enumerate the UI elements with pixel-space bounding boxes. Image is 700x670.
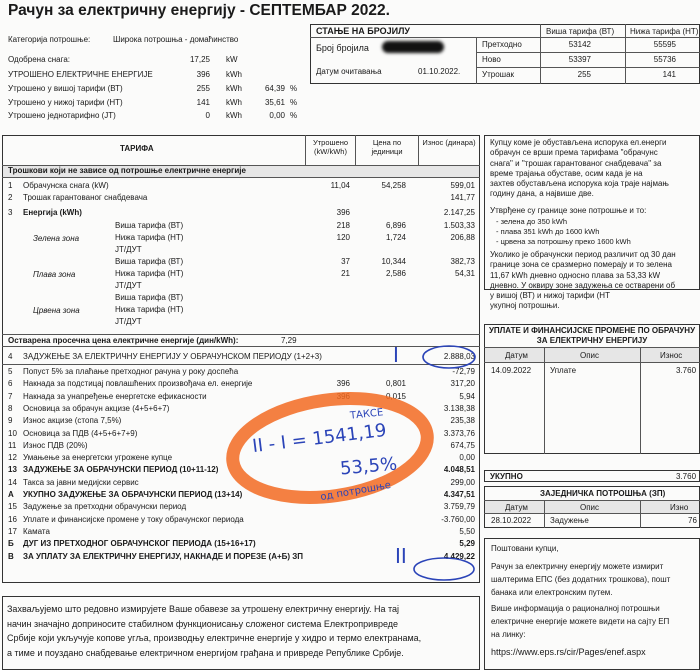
lower-row-qty: 396: [336, 379, 350, 389]
tariff-row-number: 1: [8, 181, 13, 190]
zone-line-label: ЈТ/ДУТ: [115, 317, 142, 326]
lower-row-label: Уплате и финансијске промене у току обрачунског периода: [23, 514, 244, 524]
zp-col-amount: Изно: [670, 503, 689, 512]
zone-line-price: 2,586: [385, 269, 406, 278]
tariff-row-qty: 396: [336, 208, 350, 217]
meter-row-vt: 53397: [568, 55, 591, 64]
lower-row-number: 17: [8, 526, 17, 536]
zone-name: Плава зона: [33, 270, 76, 279]
lower-row-amount: 3.373,76: [443, 428, 475, 438]
info-line: обрачун се врши према тарифама "обрачунс: [490, 148, 658, 158]
thanks-line: Србије који укључује копове угља, производњу електричне енергије у хидро и термо електранама,: [7, 633, 422, 643]
tariff-row-amount: 2.147,25: [443, 208, 475, 217]
zp-row-desc: Задужење: [550, 516, 589, 525]
info-line: у вишој (ВТ) и нижој тарифи (НТ: [490, 291, 610, 301]
nt-pct: 35,61: [264, 98, 285, 107]
lower-row-label: УКУПНО ЗАДУЖЕЊЕ ЗА ОБРАЧУНСКИ ПЕРИОД (13+14): [23, 490, 243, 499]
tariff-row-price: 54,258: [381, 181, 406, 190]
lower-row-number: 14: [8, 477, 17, 487]
lower-row-qty: 396: [336, 391, 350, 401]
lower-row-label: Попуст 5% за плаћање претходног рачуна у року доспећа: [23, 367, 239, 376]
col-iznos: Износ (динара): [422, 138, 476, 147]
lower-row-number: 15: [8, 502, 17, 512]
consumed-unit: kWh: [226, 70, 242, 79]
info-line: време трајања обуставе, осим када је на: [490, 168, 643, 178]
row4-label: ЗАДУЖЕЊЕ ЗА ЕЛЕКТРИЧНУ ЕНЕРГИЈУ У ОБРАЧУНСКОМ ПЕРИОДУ (1+2+3): [23, 352, 322, 361]
footer-line: на линку:: [491, 630, 526, 639]
vt-unit: kWh: [226, 84, 242, 93]
category-label: Категорија потрошње:: [8, 35, 91, 44]
consumed-value: 396: [196, 70, 210, 79]
meter-row-label: Претходно: [482, 40, 522, 49]
ink-percent: 53,5%: [339, 453, 398, 480]
vt-pct: 64,39: [264, 84, 285, 93]
zone-line-label: Нижа тарифа (НТ): [115, 305, 184, 314]
lower-row-amount: -3.760,00: [441, 514, 475, 524]
lower-row-number: 6: [8, 379, 13, 389]
lower-row-label: Накнада за унапређење енергетске ефикасности: [23, 391, 207, 401]
lower-row-amount: 4.347,51: [443, 490, 475, 499]
ink-mark-one: I: [393, 343, 399, 367]
lower-row-price: 0,015: [385, 391, 406, 401]
category-value: Широка потрошња - домаћинство: [113, 35, 239, 44]
zone-line-label: Виша тарифа (ВТ): [115, 257, 184, 266]
vt-pct-unit: %: [290, 84, 298, 93]
tariff-row-amount: 599,01: [450, 181, 475, 190]
lower-row-amount: 299,00: [450, 477, 475, 487]
power-unit: kW: [226, 55, 238, 64]
lower-row-number: A: [8, 490, 14, 499]
lower-row-label: Камата: [23, 526, 50, 536]
zp-title: ЗАЈЕДНИЧКА ПОТРОШЊА (ЗП): [540, 489, 666, 498]
lower-row-amount: 5,50: [459, 526, 475, 536]
info-line: границе зона се сразмерно померају и то зелена: [490, 260, 672, 270]
eps-link[interactable]: https://www.eps.rs/cir/Pages/enef.aspx: [491, 647, 646, 657]
lower-row-amount: 5,29: [459, 539, 475, 549]
col-tarifa: ТАРИФА: [120, 144, 154, 153]
row4-amount: 2.888,03: [443, 352, 475, 361]
zone-name: Црвена зона: [33, 306, 80, 315]
tariff-row-number: 3: [8, 208, 13, 217]
meter-date-value: 01.10.2022.: [418, 67, 461, 76]
zone-line-amount: 1.503,33: [443, 221, 475, 230]
lower-row-amount: 4.048,51: [443, 465, 475, 475]
nt-value: 141: [196, 98, 210, 107]
zp-row-amount: 76: [688, 516, 697, 525]
info-line: Уколико је обрачунски период различит од 30 дан: [490, 250, 676, 259]
pay-col-desc: Опис: [580, 351, 600, 360]
vt-value: 255: [196, 84, 210, 93]
lower-row-number: 11: [8, 440, 17, 450]
lower-row-amount: 0,00: [459, 453, 475, 463]
zone-line-label: Виша тарифа (ВТ): [115, 221, 184, 230]
zone-line-label: Виша тарифа (ВТ): [115, 293, 184, 302]
lower-row-number: 13: [8, 465, 17, 475]
lower-row-label: ДУГ ИЗ ПРЕТХОДНОГ ОБРАЧУНСКОГ ПЕРИОДА (15+16+17): [23, 539, 256, 549]
zone-line-qty: 21: [341, 269, 350, 278]
jt-pct: 0,00: [269, 111, 285, 120]
lower-row-label: ЗАДУЖЕЊЕ ЗА ОБРАЧУНСКИ ПЕРИОД (10+11-12): [23, 465, 219, 475]
thanks-line: Захваљујемо што редовно измирујете Ваше обавезе за утрошену електричну енергију. На тај: [7, 604, 399, 614]
meter-row-label: Утрошак: [482, 70, 515, 79]
meter-row-vt: 255: [577, 70, 591, 79]
meter-row-label: Ново: [482, 55, 501, 64]
lower-row-label: Задужење за претходни обрачунски период: [23, 502, 187, 512]
footer-line: Поштовани купци,: [491, 544, 559, 553]
lower-row-number: 8: [8, 403, 13, 413]
jt-label: Утрошено једнотарифно (ЈТ): [8, 111, 116, 120]
col-cena: Цена по јединици: [371, 138, 403, 156]
zone-limit-line: - зелена до 350 kWh: [496, 217, 568, 226]
lower-row-amount: 5,94: [459, 391, 475, 401]
section-title: Трошкови који не зависе од потрошње електричне енергије: [3, 166, 479, 177]
bill-title: Рачун за електричну енергију - СЕПТЕМБАР 2022.: [8, 2, 390, 19]
nt-pct-unit: %: [290, 98, 298, 107]
footer-line: шалтерима ЕПС (без додатних трошкова), пошт: [491, 575, 671, 584]
jt-unit: kWh: [226, 111, 242, 120]
lower-row-number: 10: [8, 428, 17, 438]
lower-row-label: Основица за обрачун акцизе (4+5+6+7): [23, 403, 170, 413]
avg-price-value: 7,29: [281, 336, 297, 345]
footer-line: електричне енергије можете видети на сајту ЕП: [491, 617, 670, 626]
ink-mark-two: II: [395, 544, 407, 568]
meter-col-vt: Виша тарифа (ВТ): [546, 27, 615, 36]
info-line: снага" и "трошак гарантованог снабдевача" за: [490, 158, 662, 168]
power-value: 17,25: [189, 55, 210, 64]
zp-col-date: Датум: [505, 503, 528, 512]
lower-row-amount: 235,38: [450, 416, 475, 426]
lower-row-number: Б: [8, 539, 14, 549]
info-line: годину дана, а највише две.: [490, 189, 594, 199]
meter-col-nt: Нижа тарифа (НТ): [630, 27, 699, 36]
zone-name: Зелена зона: [33, 234, 80, 243]
lower-row-number: В: [8, 551, 14, 561]
zone-line-label: Нижа тарифа (НТ): [115, 269, 184, 278]
jt-pct-unit: %: [290, 111, 298, 120]
meter-row-nt: 141: [662, 70, 676, 79]
zone-line-qty: 120: [336, 233, 350, 242]
consumed-label: УТРОШЕНО ЕЛЕКТРИЧНЕ ЕНЕРГИЈЕ: [8, 70, 153, 79]
nt-label: Утрошено у нижој тарифи (НТ): [8, 98, 123, 107]
meter-date-label: Датум очитавања: [316, 67, 382, 76]
zone-line-qty: 37: [341, 257, 350, 266]
row4-number: 4: [8, 352, 13, 361]
tariff-row-label: Обрачунска снага (kW): [23, 181, 109, 190]
jt-value: 0: [205, 111, 210, 120]
nt-unit: kWh: [226, 98, 242, 107]
lower-row-label: Такса за јавни медијски сервис: [23, 477, 139, 487]
zone-line-qty: 218: [336, 221, 350, 230]
vt-label: Утрошено у вишој тарифи (ВТ): [8, 84, 123, 93]
tariff-row-number: 2: [8, 193, 13, 202]
thanks-line: начин значајно доприносите стабилном функционисању сложеног система Електропривреде: [7, 618, 399, 629]
lower-row-label: Накнада за подстицај повлашћених произвођача ел. енергије: [23, 379, 253, 389]
lower-row-label: Умањење за енергетски угрожене купце: [23, 453, 173, 463]
footer-line: Рачун за електричну енергију можете измирит: [491, 562, 664, 571]
thanks-line: а тиме и поуздано снабдевање електричном енергијом грађана и привреде Републике Србије.: [7, 647, 404, 658]
lower-row-amount: 4.429,22: [443, 551, 475, 561]
lower-row-label: Основица за ПДВ (4+5+6+7+9): [23, 428, 138, 438]
footer-line: банака или електронским путем.: [491, 588, 613, 597]
zone-line-price: 1,724: [385, 233, 406, 242]
meter-title: СТАЊЕ НА БРОЈИЛУ: [316, 26, 411, 36]
pay-col-amount: Износ: [660, 351, 683, 360]
lower-row-price: 0,801: [385, 379, 406, 389]
zone-line-amount: 54,31: [454, 269, 475, 278]
zone-line-label: Нижа тарифа (НТ): [115, 233, 184, 242]
lower-row-number: 12: [8, 453, 17, 463]
pay-col-date: Датум: [505, 351, 528, 360]
info-line: Купцу коме је обустављена испорука ел.енерги: [490, 138, 667, 147]
pay-row-desc: Уплате: [550, 366, 577, 375]
tariff-row-label: Трошак гарантованог снабдевача: [23, 193, 148, 202]
footer-line: Више информација о рационалној потрошњи: [491, 604, 660, 613]
avg-price-label: Остварена просечна цена електричне енергије (дин/kWh):: [8, 336, 239, 345]
lower-row-amount: -72,79: [452, 367, 475, 376]
zp-col-desc: Опис: [580, 503, 600, 512]
zone-limit-line: - плава 351 kWh до 1600 kWh: [496, 227, 600, 236]
lower-row-amount: 674,75: [450, 440, 475, 450]
ink-formula: II - I = 1541,19: [251, 419, 388, 458]
info-line: дневно. У оквиру зоне задужења се остварени об: [490, 280, 676, 290]
zp-row-date: 28.10.2022: [491, 516, 532, 525]
lower-row-amount: 317,20: [450, 379, 475, 389]
meter-number-label: Број бројила: [316, 43, 369, 53]
meter-row-vt: 53142: [568, 40, 591, 49]
zone-limit-line: - црвена за потрошњу преко 1600 kWh: [496, 237, 631, 246]
pay-row-amount: 3.760: [676, 366, 697, 375]
total-value: 3.760: [676, 472, 697, 481]
zone-line-amount: 382,73: [450, 257, 475, 266]
col-utroseno: Утрошено (kW/kWh): [312, 138, 349, 156]
power-label: Одобрена снага:: [8, 55, 71, 64]
zone-line-amount: 206,88: [450, 233, 475, 242]
lower-row-amount: 3.759,79: [443, 502, 475, 512]
info-line: 11,67 kWh дневно односно плава за 53,33 kW: [490, 270, 661, 280]
zone-line-label: ЈТ/ДУТ: [115, 281, 142, 290]
lower-row-number: 16: [8, 514, 17, 524]
lower-row-amount: 3.138,38: [443, 403, 475, 413]
tariff-row-label: Енергија (kWh): [23, 208, 82, 217]
lower-row-label: Износ ПДВ (20%): [23, 440, 88, 450]
payments-title: УПЛАТЕ И ФИНАНСИЈСКЕ ПРОМЕНЕ ПО ОБРАЧУНУ ЗА ЕЛЕКТРИЧНУ ЕНЕРГИЈУ: [488, 326, 696, 345]
zone-line-price: 6,896: [385, 221, 406, 230]
pay-row-date: 14.09.2022: [491, 366, 532, 375]
tariff-row-amount: 141,77: [450, 193, 475, 202]
ink-note: од потрошње: [319, 479, 392, 504]
meter-row-nt: 55595: [653, 40, 676, 49]
total-label: УКУПНО: [490, 472, 523, 481]
info-line: укупној потрошњи.: [490, 301, 560, 311]
zones-title: Утврђене су границе зоне потрошње и то:: [490, 206, 647, 215]
info-line: захтев обустављена испорука која траје најмањ: [490, 179, 669, 189]
tariff-row-qty: 11,04: [330, 181, 350, 190]
lower-row-number: 7: [8, 391, 13, 401]
lower-row-number: 9: [8, 416, 13, 426]
lower-row-label: Износ акцизе (стопа 7,5%): [23, 416, 122, 426]
meter-row-nt: 55736: [653, 55, 676, 64]
lower-row-label: ЗА УПЛАТУ ЗА ЕЛЕКТРИЧНУ ЕНЕРГИЈУ, НАКНАДЕ И ПОРЕЗЕ (А+Б) ЗП: [23, 551, 304, 561]
zone-line-label: ЈТ/ДУТ: [115, 245, 142, 254]
lower-row-number: 5: [8, 367, 13, 376]
ink-taxes: ТАКСЕ: [349, 407, 384, 422]
zone-line-price: 10,344: [381, 257, 406, 266]
